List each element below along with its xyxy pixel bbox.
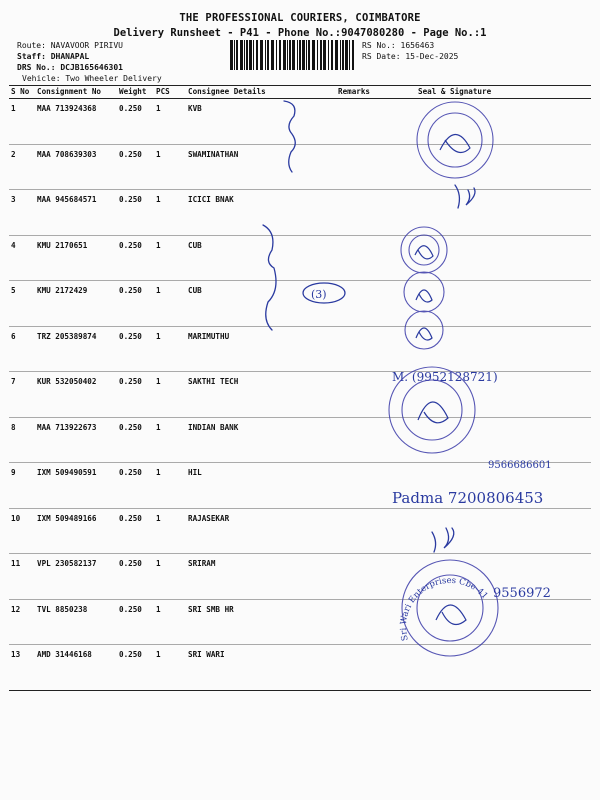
- table-row: [9, 599, 591, 645]
- row-serial: 8: [11, 422, 16, 432]
- row-serial: 2: [11, 149, 16, 159]
- consignee-name: MARIMUTHU: [188, 331, 230, 341]
- row-weight: 0.250: [119, 377, 142, 386]
- row-pcs: 1: [156, 331, 161, 341]
- consignment-number: IXM 509490591: [37, 468, 97, 477]
- remarks-cell: [336, 281, 390, 327]
- row-weight: 0.250: [119, 104, 142, 113]
- consignment-number: VPL 230582137: [37, 559, 97, 568]
- rs-date: RS Date: 15-Dec-2025: [362, 52, 459, 61]
- signature-cell: [390, 190, 591, 236]
- consignee-name: INDIAN BANK: [188, 422, 239, 432]
- remarks-cell: [336, 463, 390, 509]
- row-weight: 0.250: [119, 286, 142, 295]
- remarks-cell: [336, 326, 390, 372]
- signature-cell: [390, 235, 591, 281]
- table-row: [9, 99, 591, 145]
- signature-cell: [390, 281, 591, 327]
- column-header: Seal & Signature: [390, 86, 591, 99]
- table-header-row: [9, 86, 591, 99]
- row-pcs: 1: [156, 240, 161, 250]
- table-row: [9, 554, 591, 600]
- column-header: Consignee Details: [186, 86, 336, 99]
- row-pcs: 1: [156, 286, 161, 295]
- table-row: [9, 281, 591, 327]
- remarks-cell: [336, 372, 390, 418]
- signature-cell: [390, 645, 591, 691]
- row-weight: 0.250: [119, 604, 142, 614]
- row-pcs: 1: [156, 559, 161, 568]
- consignee-name: CUB: [188, 240, 202, 250]
- route-label: Route: NAVAVOOR PIRIVU: [17, 41, 123, 50]
- consignment-number: MAA 713922673: [37, 422, 97, 432]
- row-weight: 0.250: [119, 650, 142, 659]
- company-title: THE PROFESSIONAL COURIERS, COIMBATORE: [179, 12, 421, 24]
- row-pcs: 1: [156, 104, 161, 113]
- row-serial: 5: [11, 286, 16, 295]
- row-serial: 3: [11, 195, 16, 204]
- signature-cell: [390, 372, 591, 418]
- vehicle-label: Vehicle: Two Wheeler Delivery: [22, 74, 162, 83]
- row-serial: 10: [11, 513, 21, 523]
- table-row: [9, 235, 591, 281]
- consignment-number: KUR 532050402: [37, 377, 97, 386]
- drs-number: DRS No.: DCJB165646301: [17, 63, 123, 72]
- row-serial: 11: [11, 559, 21, 568]
- row-serial: 13: [11, 650, 21, 659]
- row9-handwriting: 9566686601: [488, 460, 552, 471]
- signature-cell: [390, 99, 591, 145]
- remarks-cell: [336, 417, 390, 463]
- table-row: [9, 508, 591, 554]
- table-row: [9, 326, 591, 372]
- remarks-cell: [336, 235, 390, 281]
- column-header: Weight: [117, 86, 154, 99]
- consignment-number: AMD 31446168: [37, 650, 92, 659]
- consignment-number: MAA 713924368: [37, 104, 97, 113]
- consignee-name: HIL: [188, 468, 202, 477]
- remarks-cell: [336, 190, 390, 236]
- row-serial: 9: [11, 468, 16, 477]
- row-pcs: 1: [156, 377, 161, 386]
- table-row: [9, 645, 591, 691]
- consignee-name: RAJASEKAR: [188, 513, 230, 523]
- consignment-number: IXM 509489166: [37, 513, 97, 523]
- consignment-number: KMU 2170651: [37, 240, 88, 250]
- row-pcs: 1: [156, 604, 161, 614]
- remarks-cell: [336, 554, 390, 600]
- signature-cell: [390, 554, 591, 600]
- signature-cell: [390, 508, 591, 554]
- column-header: S No: [9, 86, 35, 99]
- row7-handwriting: M. (9952128721): [392, 370, 498, 384]
- consignee-name: SWAMINATHAN: [188, 149, 239, 159]
- remarks-cell: [336, 508, 390, 554]
- column-header: PCS: [154, 86, 186, 99]
- column-header: Consignment No: [35, 86, 117, 99]
- row-weight: 0.250: [119, 240, 142, 250]
- row-pcs: 1: [156, 149, 161, 159]
- staff-label: Staff: DHANAPAL: [17, 52, 90, 61]
- table-row: [9, 190, 591, 236]
- consignment-number: TRZ 205389874: [37, 331, 97, 341]
- row-pcs: 1: [156, 422, 161, 432]
- row-serial: 6: [11, 331, 16, 341]
- row10-handwriting: Padma 7200806453: [392, 489, 544, 507]
- runsheet-table: [9, 85, 591, 691]
- consignment-number: TVL 8850238: [37, 604, 88, 614]
- consignee-name: CUB: [188, 286, 202, 295]
- row-weight: 0.250: [119, 559, 142, 568]
- consignee-name: SRIRAM: [188, 559, 216, 568]
- signature-cell: [390, 144, 591, 190]
- remarks-cell: [336, 99, 390, 145]
- signature-cell: [390, 599, 591, 645]
- consignment-number: KMU 2172429: [37, 286, 88, 295]
- signature-cell: [390, 326, 591, 372]
- signature-cell: [390, 463, 591, 509]
- group-mark: (3): [311, 288, 327, 301]
- column-header: Remarks: [336, 86, 390, 99]
- row-serial: 4: [11, 240, 16, 250]
- row-weight: 0.250: [119, 422, 142, 432]
- row-weight: 0.250: [119, 513, 142, 523]
- table-row: [9, 463, 591, 509]
- consignment-number: MAA 708639303: [37, 149, 97, 159]
- row-weight: 0.250: [119, 149, 142, 159]
- signature-cell: [390, 417, 591, 463]
- rs-number: RS No.: 1656463: [362, 41, 435, 50]
- barcode-icon: [230, 40, 356, 70]
- row-weight: 0.250: [119, 195, 142, 204]
- consignee-name: SRI WARI: [188, 650, 225, 659]
- row-pcs: 1: [156, 195, 161, 204]
- remarks-cell: [336, 599, 390, 645]
- row-serial: 1: [11, 104, 16, 113]
- consignee-name: ICICI BNAK: [188, 195, 234, 204]
- consignee-name: SRI SMB HR: [188, 604, 234, 614]
- remarks-cell: [336, 645, 390, 691]
- row-weight: 0.250: [119, 331, 142, 341]
- row-weight: 0.250: [119, 468, 142, 477]
- row-pcs: 1: [156, 468, 161, 477]
- row-serial: 12: [11, 604, 21, 614]
- remarks-cell: [336, 144, 390, 190]
- row-pcs: 1: [156, 650, 161, 659]
- consignment-number: MAA 945684571: [37, 195, 97, 204]
- row-serial: 7: [11, 377, 16, 386]
- table-row: [9, 144, 591, 190]
- consignee-name: KVB: [188, 104, 202, 113]
- consignee-name: SAKTHI TECH: [188, 377, 239, 386]
- table-row: [9, 417, 591, 463]
- enterprise-seal-text: Sri Wari Enterprises Cbe-41: [398, 575, 490, 642]
- table-row: [9, 372, 591, 418]
- row12-handwriting: 9556972: [493, 586, 551, 601]
- row-pcs: 1: [156, 513, 161, 523]
- runsheet-subtitle: Delivery Runsheet - P41 - Phone No.:9047080280 - Page No.:1: [113, 27, 487, 39]
